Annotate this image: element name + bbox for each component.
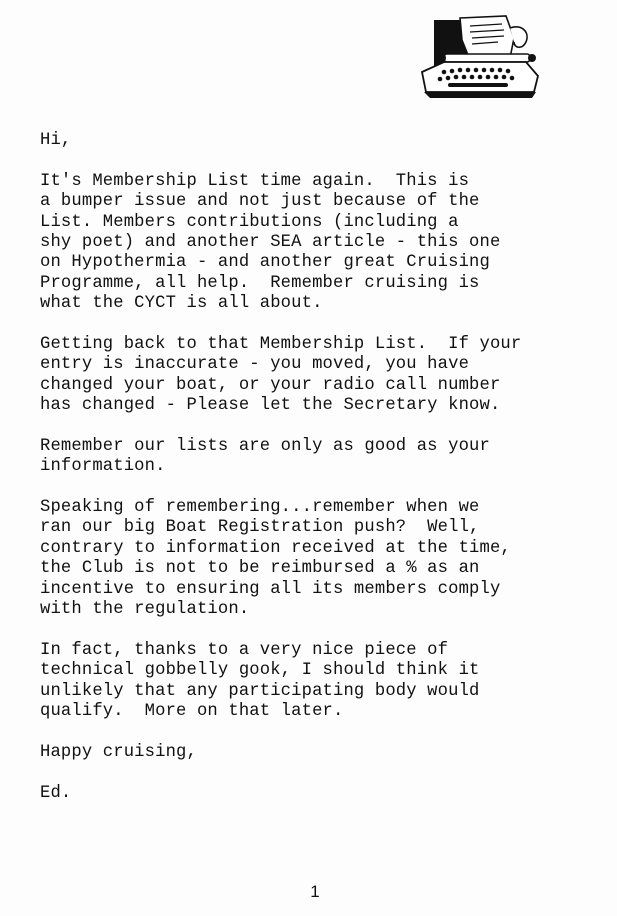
paragraph-5 <box>40 641 610 723</box>
text-line: with the regulation. <box>40 599 250 619</box>
text-line: ran our big Boat Registration push? Well, <box>40 518 480 538</box>
text-line: unlikely that any participating body would <box>40 681 480 701</box>
text-line: the Club is not to be reimbursed a % as an <box>40 559 480 579</box>
letter-signature: Ed. <box>40 783 72 803</box>
text-line: information. <box>40 457 166 477</box>
text-line: In fact, thanks to a very nice piece of <box>40 640 449 660</box>
text-line: what the CYCT is all about. <box>40 294 323 314</box>
paragraph-4 <box>40 498 610 620</box>
text-line: contrary to information received at the time, <box>40 538 511 558</box>
text-line: List. Members contributions (including a <box>40 212 459 232</box>
page-number: 1 <box>310 882 320 901</box>
text-line: changed your boat, or your radio call number <box>40 375 501 395</box>
text-line: on Hypothermia - and another great Cruising <box>40 253 490 273</box>
letter-body <box>40 131 610 804</box>
text-line: a bumper issue and not just because of the <box>40 192 480 212</box>
text-line: Remember our lists are only as good as your <box>40 436 490 456</box>
text-line: Programme, all help. Remember cruising is <box>40 273 480 293</box>
typewriter-icon <box>414 14 544 100</box>
paragraph-2 <box>40 335 610 417</box>
text-line: Speaking of remembering...remember when we <box>40 498 480 518</box>
paragraph-3 <box>40 437 610 478</box>
text-line: It's Membership List time again. This is <box>40 171 470 191</box>
text-line: qualify. More on that later. <box>40 701 344 721</box>
letter-greeting: Hi, <box>40 131 72 150</box>
text-line: technical gobbelly gook, I should think it <box>40 661 480 681</box>
text-line: entry is inaccurate - you moved, you have <box>40 355 470 375</box>
paragraph-1 <box>40 172 610 315</box>
text-line: Getting back to that Membership List. If your <box>40 334 522 354</box>
letter-closing: Happy cruising, <box>40 742 197 762</box>
text-line: incentive to ensuring all its members comply <box>40 579 501 599</box>
text-line: has changed - Please let the Secretary know. <box>40 396 501 416</box>
text-line: shy poet) and another SEA article - this one <box>40 232 501 252</box>
